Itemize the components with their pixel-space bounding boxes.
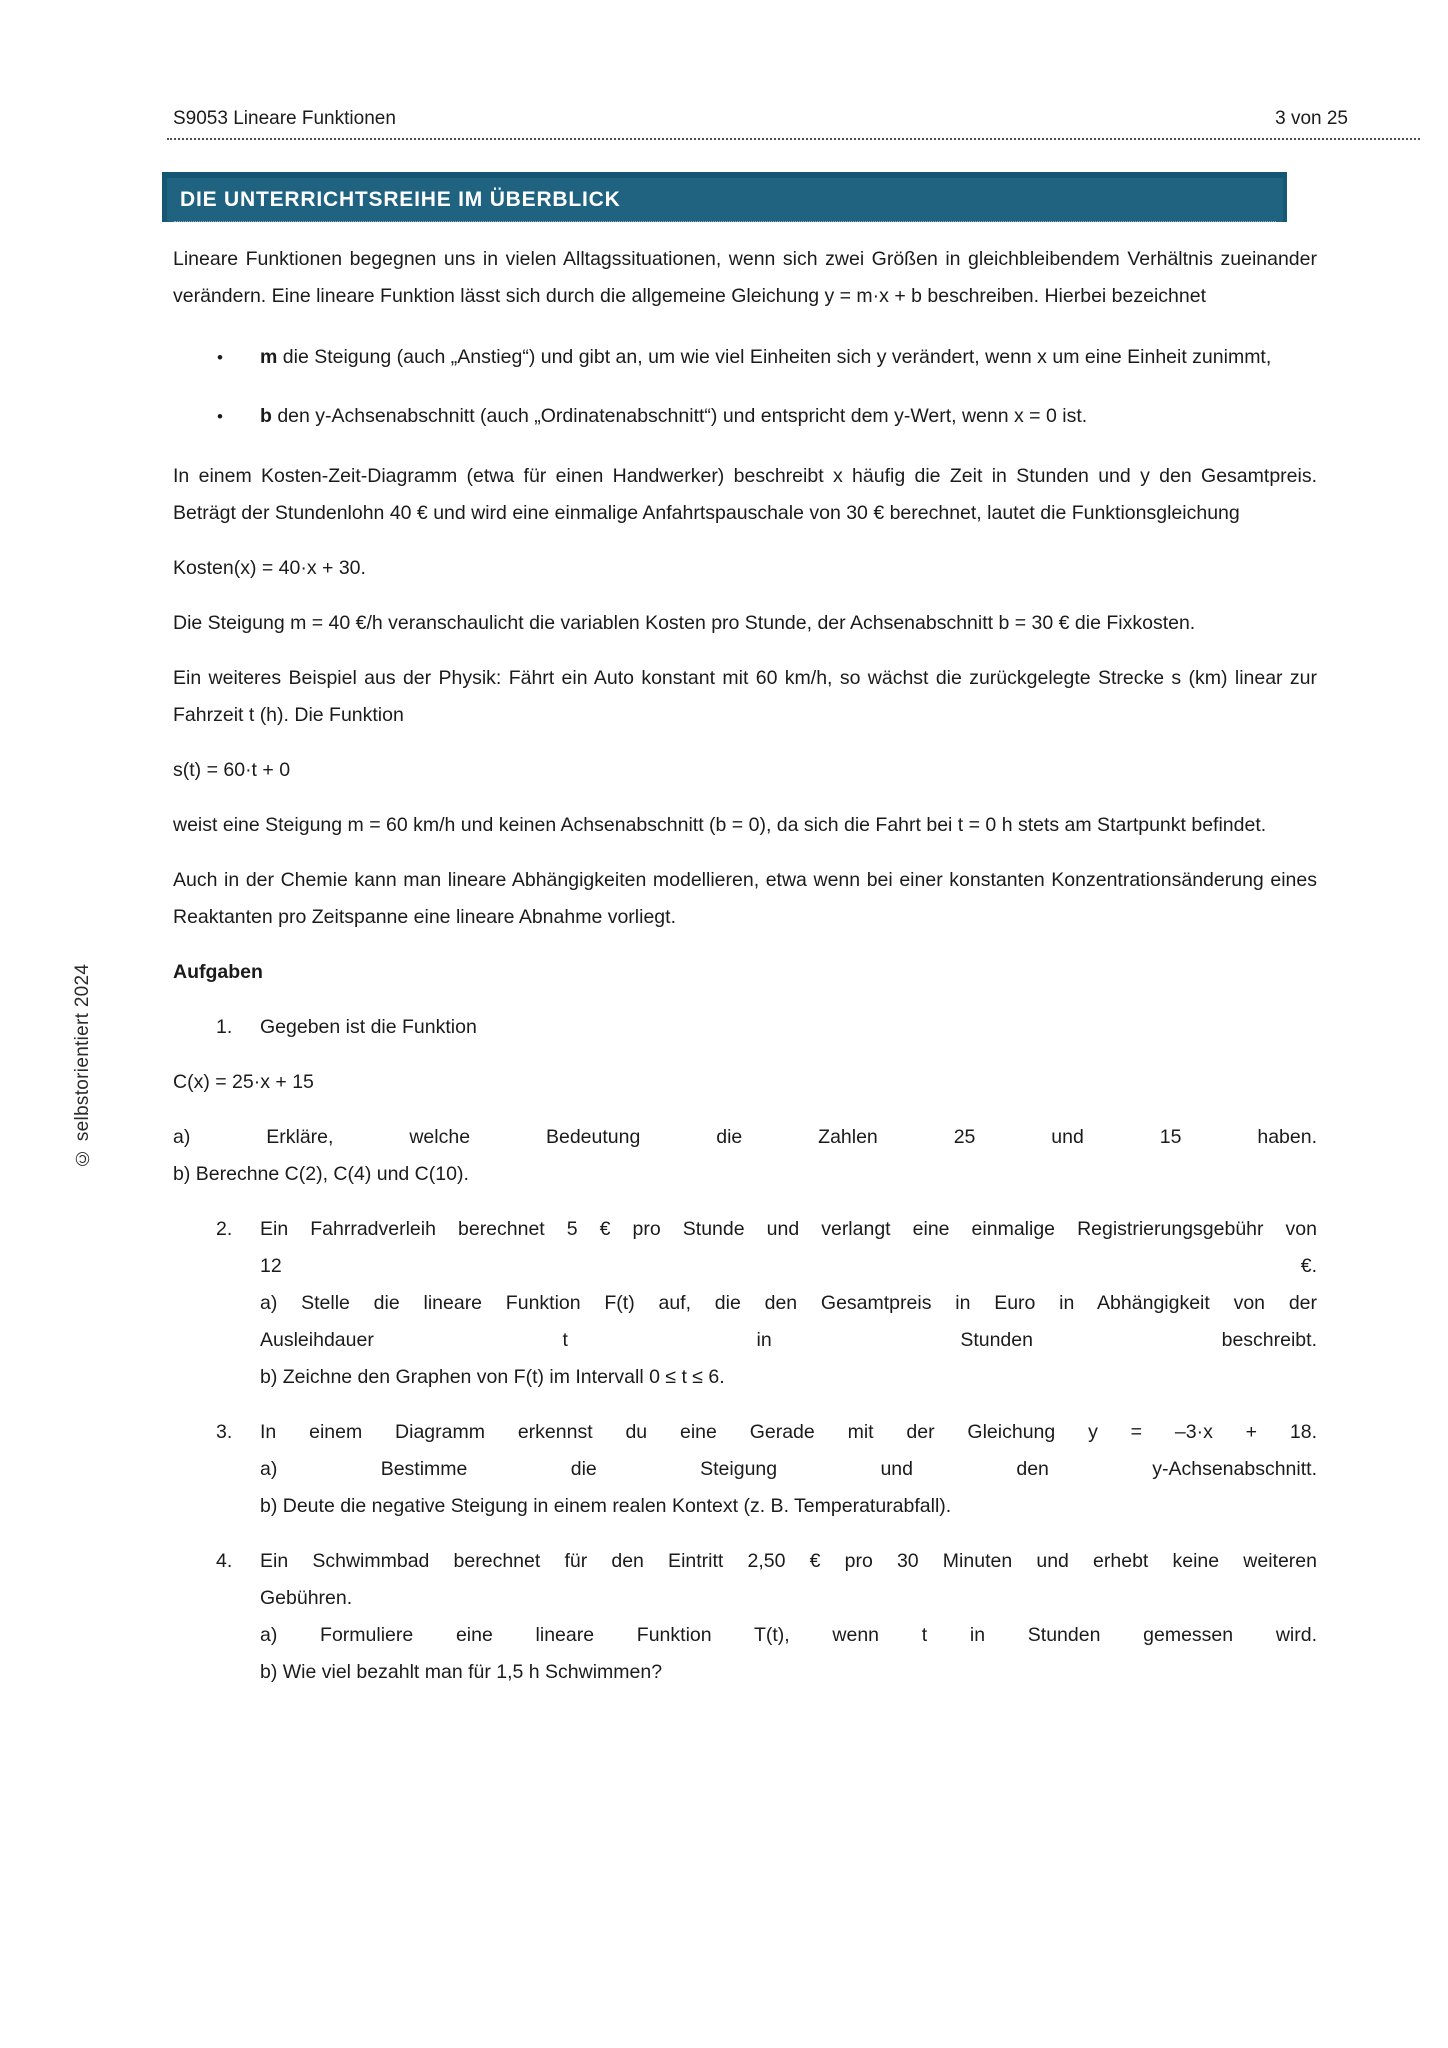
tasks-heading: Aufgaben	[173, 961, 263, 983]
document-body	[173, 241, 1317, 1709]
list-item	[173, 398, 1317, 435]
section-banner-inner	[174, 178, 1276, 222]
bullet-body: die Steigung (auch „Anstieg“) und gibt an, um wie viel Einheiten sich y verändert, wenn x um eine Einheit zunimmt,	[277, 346, 1272, 368]
formula-cx: C(x) = 25·x + 15	[173, 1071, 314, 1093]
paragraph-startpunkt: weist eine Steigung m = 60 km/h und keinen Achsenabschnitt (b = 0), da sich die Fahrt bei t = 0 h stets am Startpunkt befindet.	[173, 814, 1267, 836]
subtask-b: b) Deute die negative Steigung in einem realen Kontext (z. B. Temperaturabfall).	[260, 1495, 952, 1517]
paragraph-chemie: Auch in der Chemie kann man lineare Abhängigkeiten modellieren, etwa wenn bei einer konstanten Konzentrationsänderung eines Reaktanten pro Zeitspanne eine lineare Abnahme vorliegt.	[173, 869, 1317, 928]
task-number: 1.	[216, 1016, 233, 1038]
subtask-a: a) Formuliere eine lineare Funktion T(t), wenn t in Stunden gemessen wird.	[260, 1624, 1317, 1646]
subtask-b: b) Wie viel bezahlt man für 1,5 h Schwimmen?	[260, 1661, 663, 1683]
task-line: In einem Diagramm erkennst du eine Gerade mit der Gleichung y = –3·x + 18.	[260, 1421, 1317, 1443]
task-item-4	[173, 1543, 1317, 1691]
bullet-icon: •	[217, 348, 223, 367]
task-item-2	[173, 1211, 1317, 1396]
task-text	[260, 1414, 1317, 1525]
paragraph-cost-time: In einem Kosten-Zeit-Diagramm (etwa für einen Handwerker) beschreibt x häufig die Zeit in Stunden und y den Gesamtpreis. Beträgt der Stundenlohn 40 € und wird eine einmalige Anfahrtspauschale von 30 € berechnet, lautet die Funktionsgleichung	[173, 465, 1317, 524]
task-text	[260, 1543, 1317, 1691]
subtask-b: b) Zeichne den Graphen von F(t) im Intervall 0 ≤ t ≤ 6.	[260, 1366, 725, 1388]
section-title: DIE UNTERRICHTSREIHE IM ÜBERBLICK	[180, 187, 621, 211]
header-divider	[167, 138, 1420, 140]
list-item	[173, 339, 1317, 376]
subtask-a-cont: Ausleihdauer t in Stunden beschreibt.	[260, 1329, 1317, 1351]
task-line: Ein Fahrradverleih berechnet 5 € pro Stunde und verlangt eine einmalige Registrierungsgebühr von	[260, 1218, 1317, 1240]
copyright-vertical-text: © selbstorientiert 2024	[72, 963, 93, 1168]
bullet-icon: •	[217, 407, 223, 426]
task-item-1	[173, 1009, 1317, 1046]
task-line: Ein Schwimmbad berechnet für den Eintritt 2,50 € pro 30 Minuten und erhebt keine weiteren	[260, 1550, 1317, 1572]
paragraph-intro: Lineare Funktionen begegnen uns in vielen Alltagssituationen, wenn sich zwei Größen in gleichbleibendem Verhältnis zueinander verändern. Eine lineare Funktion lässt sich durch die allgemeine Gleichung y = m·x + b beschreiben. Hierbei bezeichnet	[173, 248, 1317, 307]
bullet-list	[173, 339, 1317, 435]
task-line: Gebühren.	[260, 1587, 353, 1609]
task-text	[260, 1211, 1317, 1396]
header-doc-code: S9053 Lineare Funktionen	[173, 108, 396, 129]
task-text: Gegeben ist die Funktion	[260, 1016, 477, 1038]
subtask-a: a) Stelle die lineare Funktion F(t) auf, die den Gesamtpreis in Euro in Abhängigkeit von der	[260, 1292, 1317, 1314]
formula-strecke: s(t) = 60·t + 0	[173, 759, 291, 781]
page-header	[173, 108, 1348, 130]
subtask-a: a) Bestimme die Steigung und den y-Achsenabschnitt.	[260, 1458, 1317, 1480]
bullet-text	[260, 398, 1317, 435]
task-line: 12 €.	[260, 1255, 1317, 1277]
paragraph-steigung: Die Steigung m = 40 €/h veranschaulicht die variablen Kosten pro Stunde, der Achsenabschnitt b = 30 € die Fixkosten.	[173, 612, 1196, 634]
task-item-3	[173, 1414, 1317, 1525]
task-1-subtasks	[173, 1119, 1317, 1193]
task-number: 3.	[216, 1421, 233, 1443]
bullet-body: den y-Achsenabschnitt (auch „Ordinatenabschnitt“) und entspricht dem y-Wert, wenn x = 0 ist.	[271, 405, 1088, 427]
formula-kosten: Kosten(x) = 40·x + 30.	[173, 557, 366, 579]
paragraph-physik: Ein weiteres Beispiel aus der Physik: Fährt ein Auto konstant mit 60 km/h, so wächst die zurückgelegte Strecke s (km) linear zur Fahrzeit t (h). Die Funktion	[173, 667, 1317, 726]
bullet-lead: m	[260, 346, 278, 368]
subtask-a: a) Erkläre, welche Bedeutung die Zahlen 25 und 15 haben.	[173, 1126, 1317, 1148]
bullet-lead: b	[260, 405, 272, 427]
section-banner	[162, 172, 1287, 222]
header-page-number: 3 von 25	[1275, 108, 1348, 129]
task-number: 4.	[216, 1550, 233, 1572]
bullet-text	[260, 339, 1317, 376]
subtask-b: b) Berechne C(2), C(4) und C(10).	[173, 1163, 469, 1185]
task-number: 2.	[216, 1218, 233, 1240]
